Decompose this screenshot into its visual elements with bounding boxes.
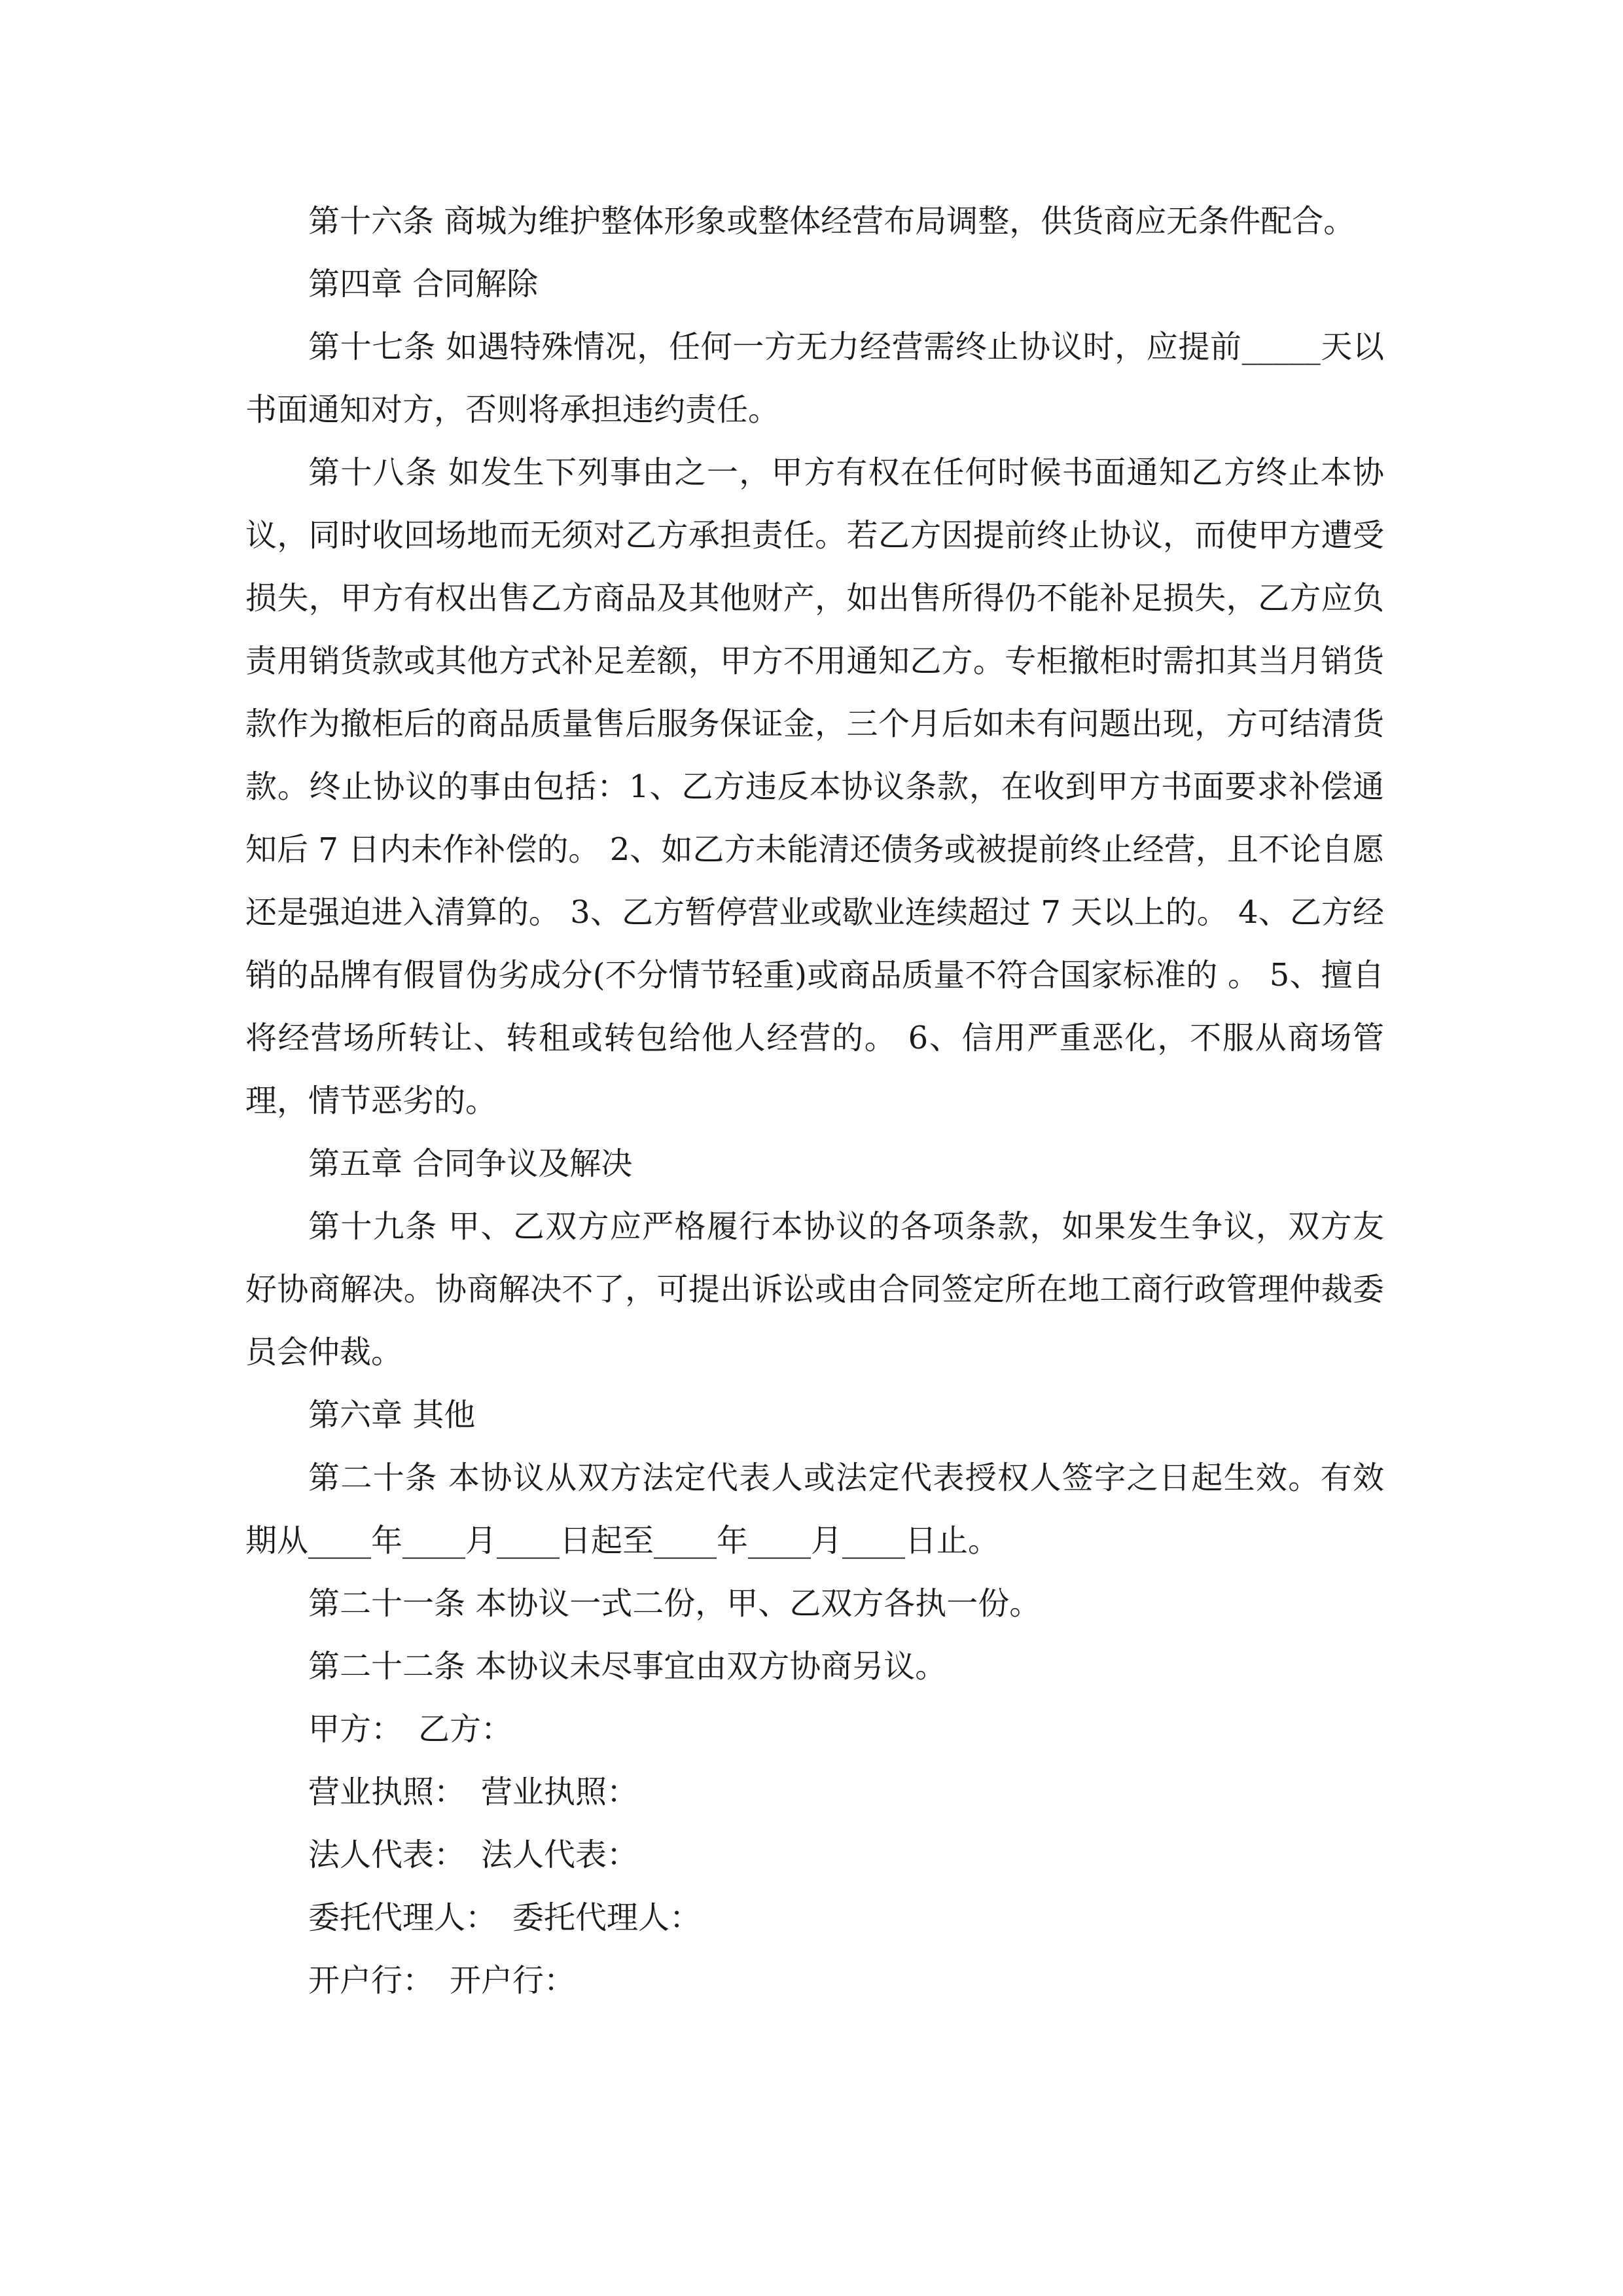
signature-line-agent — [245, 1886, 1384, 1949]
signature-line-bank — [245, 1949, 1384, 2012]
party-b-legal-rep-label: 法人代表： — [481, 1837, 639, 1873]
article-18: 第十八条 如发生下列事由之一，甲方有权在任何时候书面通知乙方终止本协议，同时收回场地而无须对乙方承担责任。若乙方因提前终止协议，而使甲方遭受损失，甲方有权出售乙方商品及其他财产，如出售所得仍不能补足损失，乙方应负责用销货款或其他方式补足差额，甲方不用通知乙方。专柜撤柜时需扣其当月销货款作为撤柜后的商品质量售后服务保证金，三个月后如未有问题出现，方可结清货款。终止协议的事由包括：1、乙方违反本协议条款，在收到甲方书面要求补偿通知后 7 日内未作补偿的。 2、如乙方未能清还债务或被提前终止经营，且不论自愿还是强迫进入清算的。 3、乙方暂停营业或歇业连续超过 7 天以上的。 4、乙方经销的品牌有假冒伪劣成分(不分情节轻重)或商品质量不符合国家标准的 。 5、擅自将经营场所转让、转租或转包给他人经营的。 6、信用严重恶化，不服从商场管理，情节恶劣的。 — [245, 454, 1384, 1119]
chapter-5-heading: 第五章 合同争议及解决 — [308, 1145, 633, 1182]
party-b-label: 乙方： — [418, 1711, 513, 1748]
signature-line-party — [245, 1698, 1384, 1761]
article-17: 第十七条 如遇特殊情况，任何一方无力经营需终止协议时，应提前_____天以书面通知对方，否则将承担违约责任。 — [245, 329, 1384, 428]
article-20: 第二十条 本协议从双方法定代表人或法定代表授权人签字之日起生效。有效期从____年____月____日起至____年____月____日止。 — [245, 1460, 1384, 1559]
article-16: 第十六条 商城为维护整体形象或整体经营布局调整，供货商应无条件配合。 — [308, 203, 1355, 240]
article-21: 第二十一条 本协议一式二份，甲、乙双方各执一份。 — [308, 1585, 1041, 1622]
party-b-license-label: 营业执照： — [481, 1774, 639, 1810]
party-b-agent-label: 委托代理人： — [512, 1899, 702, 1936]
party-a-bank-label: 开户行： — [308, 1962, 435, 1999]
signature-line-license — [245, 1761, 1384, 1823]
party-b-bank-label: 开户行： — [450, 1962, 576, 1999]
document-page — [245, 190, 1384, 2012]
signature-line-legal-rep — [245, 1823, 1384, 1886]
party-a-license-label: 营业执照： — [308, 1774, 466, 1810]
party-a-label: 甲方： — [308, 1711, 403, 1748]
chapter-4-heading: 第四章 合同解除 — [308, 266, 539, 302]
article-22: 第二十二条 本协议未尽事宜由双方协商另议。 — [308, 1648, 947, 1685]
chapter-6-heading: 第六章 其他 — [308, 1397, 476, 1433]
party-a-legal-rep-label: 法人代表： — [308, 1837, 466, 1873]
article-19: 第十九条 甲、乙双方应严格履行本协议的各项条款，如果发生争议，双方友好协商解决。协商解决不了，可提出诉讼或由合同签定所在地工商行政管理仲裁委员会仲裁。 — [245, 1208, 1384, 1371]
party-a-agent-label: 委托代理人： — [308, 1899, 497, 1936]
